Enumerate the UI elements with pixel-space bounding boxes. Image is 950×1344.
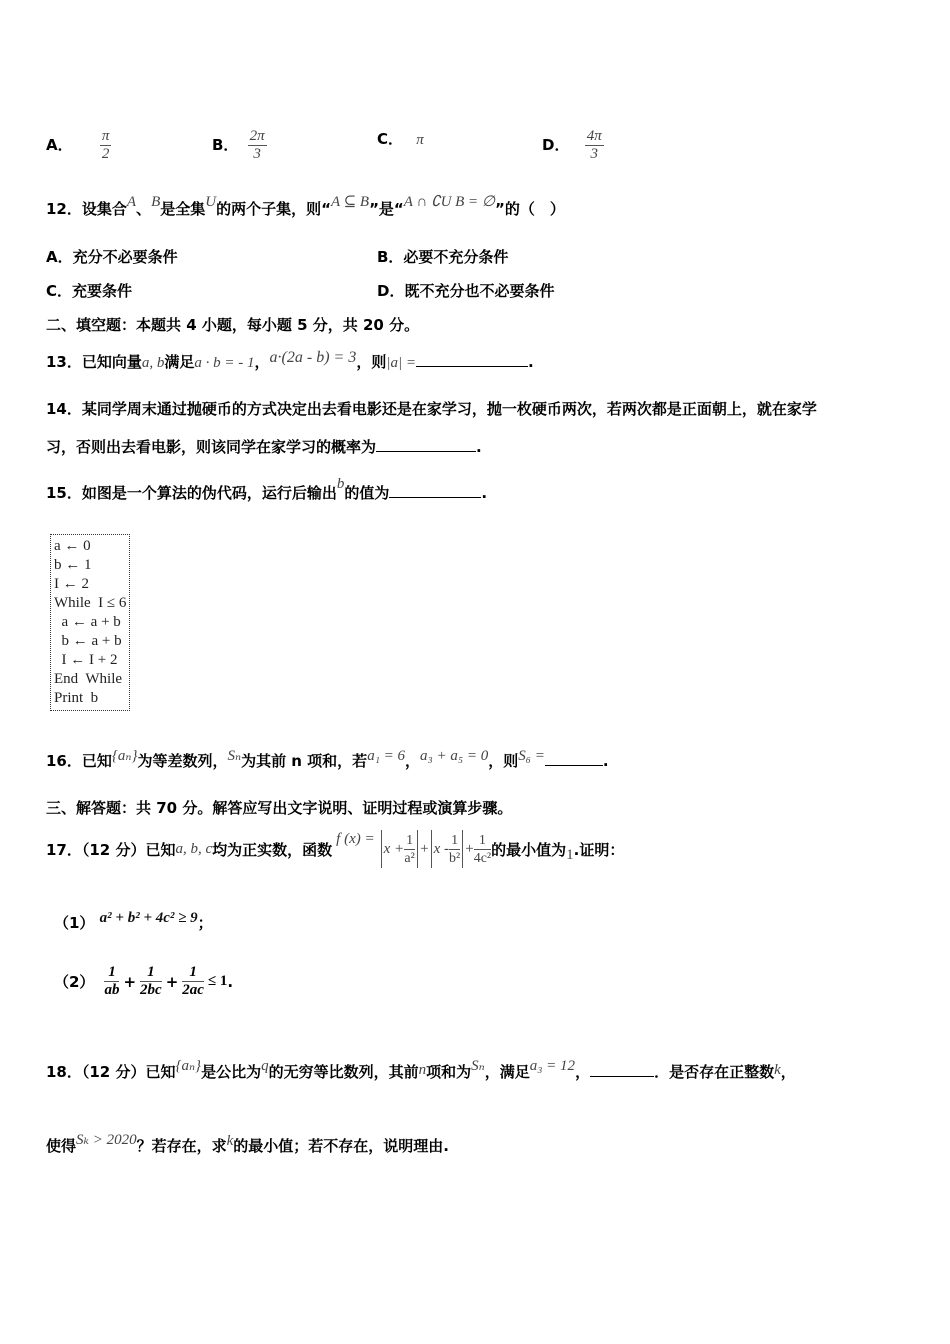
q12-option-c: C．充要条件 [46,282,133,300]
q17-p2-frac-1: $\frac{1}{ab}$ [104,964,120,998]
q11-b-fraction: $\frac{2\pi}{3}$ [249,128,265,162]
q17-p2-frac-3: $\frac{1}{2ac}$ [182,964,204,998]
q13-stem: 13．已知向量a, b满足a · b = - 1，a·(2a - b) = 3，则|a| = . [46,349,534,371]
q16-stem: 16．已知{aₙ}为等差数列，Sₙ为其前 n 项和，若a₁ = 6，a₃ + a₅ = 0，则S₆ = . [46,748,609,770]
pseudocode-box [50,534,130,711]
code-line: Print b [54,690,99,706]
section-2-heading: 二、填空题：本题共 4 小题，每小题 5 分，共 20 分。 [46,316,420,334]
q15-answer-blank[interactable] [389,485,481,498]
q11-d-fraction: $\frac{4\pi}{3}$ [586,128,602,162]
code-line: I ← I + 2 [54,652,118,668]
code-line: End While [54,671,123,687]
q11-option-a: A． $\frac{\pi}{2}$ [46,128,110,162]
code-line: b ← a + b [54,633,122,649]
code-line: b ← 1 [54,557,92,573]
code-line: While I ≤ 6 [54,595,127,611]
q13-answer-blank[interactable] [416,354,528,367]
q12-option-b: B．必要不充分条件 [377,248,509,266]
q12-option-d: D．既不充分也不必要条件 [377,282,555,300]
q16-answer-blank[interactable] [545,753,603,766]
q14-answer-blank[interactable] [376,439,476,452]
q17-stem: 17．（12 分）已知 a, b, c 均为正实数，函数 f (x) = x + $\frac{1}{\text{a²}}$ + x - $\frac{1}{\text{b²}}$ + $\frac{1}{\text{4c²}}$ 的最小值为 1 .证明： [46,824,624,874]
q17-frac-1: $\frac{1}{\text{a²}}$ [404,832,415,866]
q18-line-2: 使得Sₖ > 2020？若存在，求k的最小值；若不存在，说明理由. [46,1132,449,1155]
q11-option-b: B． $\frac{2\pi}{3}$ [212,128,265,162]
q11-option-c: C． π [377,130,424,148]
q12-option-a: A．充分不必要条件 [46,248,178,266]
q11-option-d: D． $\frac{4\pi}{3}$ [542,128,602,162]
q17-frac-3: $\frac{1}{\text{4c²}}$ [473,832,492,866]
q11-a-fraction: $\frac{\pi}{2}$ [101,128,110,162]
q14-line-1: 14．某同学周末通过抛硬币的方式决定出去看电影还是在家学习，抛一枚硬币两次，若两次都是正面朝上，就在家学 [46,400,817,418]
q17-frac-2: $\frac{1}{\text{b²}}$ [449,832,461,866]
q12-stem: 12．设集合A、B是全集U的两个子集，则“A ⊆ B”是“A ∩ ∁U B = ∅”的（ ） [46,194,565,218]
code-line: a ← a + b [54,614,121,630]
q17-part-2: （2） $\frac{1}{ab}$ + $\frac{1}{2bc}$ + $\frac{1}{2ac}$ ≤ 1 . [54,964,234,998]
section-3-heading: 三、解答题：共 70 分。解答应写出文字说明、证明过程或演算步骤。 [46,799,513,817]
code-line: a ← 0 [54,538,91,554]
q18-condition-blank[interactable] [590,1064,654,1077]
q14-line-2: 习，否则出去看电影，则该同学在家学习的概率为 . [46,438,482,456]
q17-p2-frac-2: $\frac{1}{2bc}$ [140,964,162,998]
q18-line-1: 18．（12 分）已知{aₙ}是公比为q的无穷等比数列，其前n项和为Sₙ，满足a₃ = 12， ．是否存在正整数k， [46,1058,796,1081]
q15-stem: 15．如图是一个算法的伪代码，运行后输出b的值为 . [46,476,488,502]
code-line: I ← 2 [54,576,89,592]
q17-part-1: （1） a² + b² + 4c² ≥ 9； [54,910,213,932]
